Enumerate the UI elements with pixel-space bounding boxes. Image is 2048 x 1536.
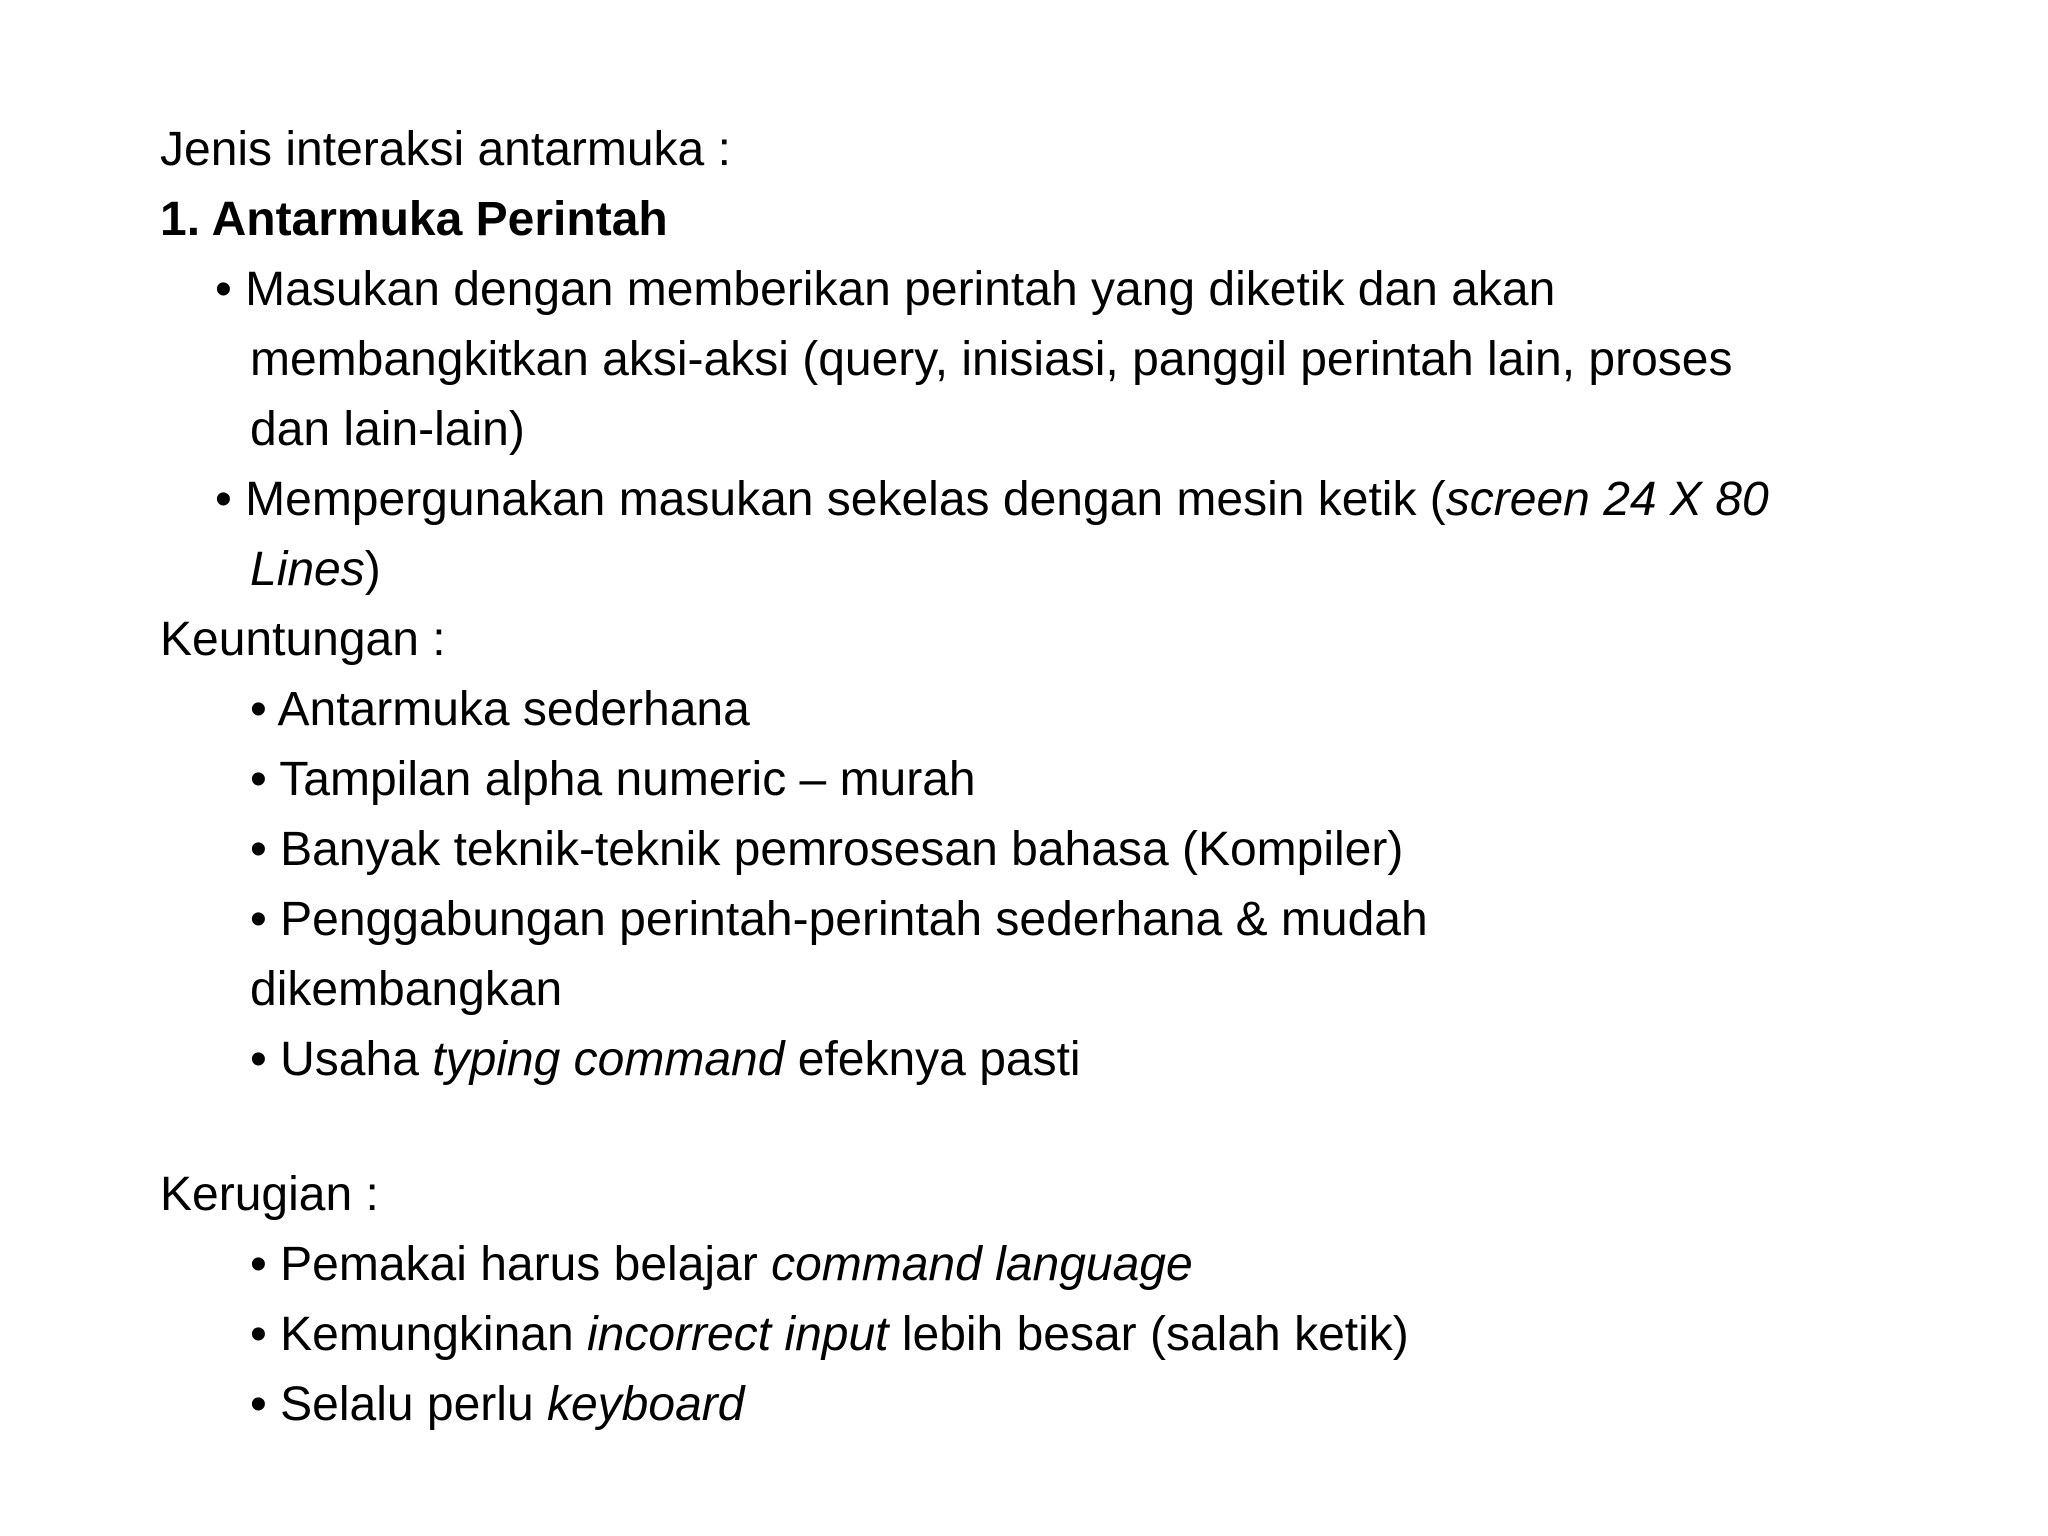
kerugian-item-italic: incorrect input [587,1308,889,1361]
keuntungan-item [250,1025,1081,1095]
section-title: 1. Antarmuka Perintah [160,193,668,246]
kerugian-heading: Kerugian : [160,1168,379,1221]
command-bullet-2-line-1 [215,465,1769,535]
keuntungan-item-italic: typing command [432,1033,785,1086]
kerugian-item [250,1230,1193,1300]
kerugian-item [250,1370,744,1440]
kerugian-item [250,1300,1409,1370]
command-bullet-2-italic: screen 24 X 80 [1445,473,1769,526]
kerugian-item-pre: • Kemungkinan [250,1308,588,1361]
command-bullet-1-line-3: dan lain-lain) [250,403,525,456]
command-bullet-2-line-2 [250,535,381,605]
command-bullet-1-line-1: • Masukan dengan memberikan perintah yang diketik dan akan [215,263,1556,316]
kerugian-item-pre: • Selalu perlu [250,1378,547,1431]
intro-text: Jenis interaksi antarmuka : [160,123,731,176]
kerugian-item-italic: keyboard [546,1378,745,1431]
command-bullet-2-close: ) [364,543,381,596]
command-bullet-2-italic-cont: Lines [250,543,365,596]
keuntungan-item: • Penggabungan perintah-perintah sederhana & mudah [250,893,1428,946]
kerugian-item-pre: • Pemakai harus belajar [250,1238,772,1291]
kerugian-item-italic: command language [771,1238,1193,1291]
keuntungan-item-post: efeknya pasti [784,1033,1081,1086]
kerugian-item-post: lebih besar (salah ketik) [888,1308,1409,1361]
keuntungan-item: • Antarmuka sederhana [250,683,750,736]
command-bullet-1-line-2: membangkitkan aksi-aksi (query, inisiasi, panggil perintah lain, proses [250,333,1733,386]
command-bullet-2-text: • Mempergunakan masukan sekelas dengan mesin ketik ( [215,473,1446,526]
keuntungan-item: • Tampilan alpha numeric – murah [250,753,976,806]
keuntungan-item-pre: • Usaha [250,1033,433,1086]
keuntungan-heading: Keuntungan : [160,613,446,666]
keuntungan-item-cont: dikembangkan [250,963,563,1016]
keuntungan-item: • Banyak teknik-teknik pemrosesan bahasa (Kompiler) [250,823,1404,876]
